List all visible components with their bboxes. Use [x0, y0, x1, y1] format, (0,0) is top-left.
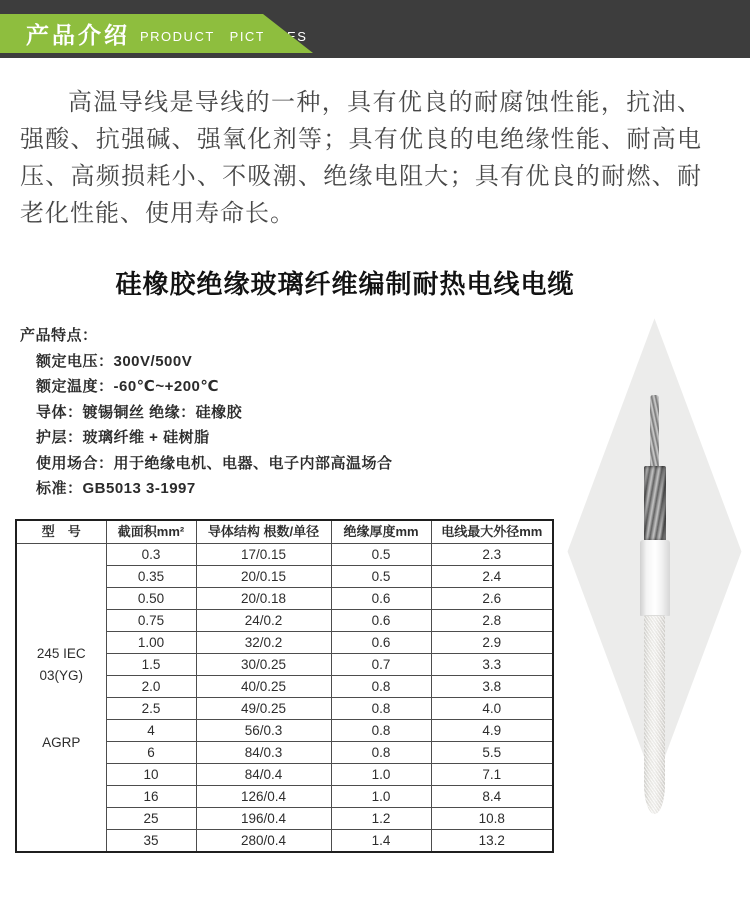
feature-item-rated-temperature: 额定温度：-60℃~+200℃ [36, 378, 220, 395]
header-title-cn: 产品介绍 [26, 22, 130, 48]
cell-area: 16 [106, 786, 196, 808]
cell-od: 2.6 [431, 588, 553, 610]
cell-thickness: 0.8 [331, 720, 431, 742]
cell-thickness: 1.0 [331, 786, 431, 808]
cell-thickness: 0.8 [331, 698, 431, 720]
feature-item-sheath: 护层：玻璃纤维 + 硅树脂 [36, 429, 210, 446]
cell-area: 25 [106, 808, 196, 830]
cell-structure: 280/0.4 [196, 830, 331, 853]
cell-structure: 30/0.25 [196, 654, 331, 676]
cell-area: 4 [106, 720, 196, 742]
cell-thickness: 0.8 [331, 742, 431, 764]
cell-od: 13.2 [431, 830, 553, 853]
model-line: 03(YG) [39, 667, 83, 683]
product-title: 硅橡胶绝缘玻璃纤维编制耐热电线电缆 [115, 269, 575, 299]
cell-od: 4.9 [431, 720, 553, 742]
cell-area: 10 [106, 764, 196, 786]
spec-table-header-row [16, 520, 553, 544]
cell-structure: 126/0.4 [196, 786, 331, 808]
spec-table [15, 519, 554, 853]
cell-od: 2.9 [431, 632, 553, 654]
cell-area: 1.00 [106, 632, 196, 654]
cell-thickness: 0.8 [331, 676, 431, 698]
cell-structure: 20/0.15 [196, 566, 331, 588]
cell-thickness: 0.6 [331, 610, 431, 632]
table-row [16, 544, 553, 566]
cell-structure: 40/0.25 [196, 676, 331, 698]
header-ribbon [0, 14, 308, 53]
cell-od: 4.0 [431, 698, 553, 720]
cell-structure: 20/0.18 [196, 588, 331, 610]
cell-od: 10.8 [431, 808, 553, 830]
cell-od: 8.4 [431, 786, 553, 808]
features-section [20, 328, 393, 507]
cell-thickness: 0.5 [331, 566, 431, 588]
cell-od: 7.1 [431, 764, 553, 786]
cell-structure: 84/0.4 [196, 764, 331, 786]
wire-thick-conductor-strands [644, 466, 666, 541]
cell-structure: 17/0.15 [196, 544, 331, 566]
cell-od: 5.5 [431, 742, 553, 764]
col-header-model: 型 号 [16, 520, 106, 544]
wire-fiberglass-braid [644, 615, 665, 814]
cell-thickness: 1.0 [331, 764, 431, 786]
cell-area: 35 [106, 830, 196, 853]
cell-od: 2.3 [431, 544, 553, 566]
header-title-en: PRODUCT PICTURES [140, 29, 308, 44]
cell-area: 1.5 [106, 654, 196, 676]
col-header-cross-section: 截面积mm² [106, 520, 196, 544]
cell-structure: 32/0.2 [196, 632, 331, 654]
cell-thickness: 1.2 [331, 808, 431, 830]
cell-area: 2.5 [106, 698, 196, 720]
cell-area: 0.35 [106, 566, 196, 588]
cell-structure: 196/0.4 [196, 808, 331, 830]
cell-area: 0.3 [106, 544, 196, 566]
features-heading: 产品特点： [20, 327, 98, 344]
model-line: AGRP [42, 734, 81, 750]
cell-thickness: 1.4 [331, 830, 431, 853]
intro-paragraph: 高温导线是导线的一种，具有优良的耐腐蚀性能，抗油、强酸、抗强碱、强氧化剂等；具有优良的电绝缘性能、耐高电压、高频损耗小、不吸潮、绝缘电阻大；具有优良的耐燃、耐老化性能、使用寿命长。 [20, 89, 702, 227]
cell-od: 3.3 [431, 654, 553, 676]
feature-item-application: 使用场合：用于绝缘电机、电器、电子内部高温场合 [36, 454, 393, 472]
cell-thickness: 0.6 [331, 632, 431, 654]
wire-product-photo [563, 315, 749, 815]
cell-area: 0.75 [106, 610, 196, 632]
cell-structure: 84/0.3 [196, 742, 331, 764]
col-header-max-od: 电线最大外径mm [431, 520, 553, 544]
col-header-conductor-structure: 导体结构 根数/单径 [196, 520, 331, 544]
model-cell [16, 544, 106, 853]
cell-od: 2.8 [431, 610, 553, 632]
section-header-bar [0, 0, 750, 58]
cell-od: 2.4 [431, 566, 553, 588]
feature-item-rated-voltage: 额定电压：300V/500V [36, 352, 193, 370]
feature-item-standard: 标准：GB5013 3-1997 [36, 480, 196, 497]
col-header-insulation-thickness: 绝缘厚度mm [331, 520, 431, 544]
wire-thin-conductor-strands [650, 395, 659, 467]
cell-od: 3.8 [431, 676, 553, 698]
header-ribbon-slant [263, 14, 313, 53]
cell-structure: 56/0.3 [196, 720, 331, 742]
cell-thickness: 0.6 [331, 588, 431, 610]
model-line: 245 IEC [36, 645, 86, 661]
cell-area: 6 [106, 742, 196, 764]
cell-structure: 49/0.25 [196, 698, 331, 720]
cell-structure: 24/0.2 [196, 610, 331, 632]
cell-area: 2.0 [106, 676, 196, 698]
cell-thickness: 0.5 [331, 544, 431, 566]
cell-area: 0.50 [106, 588, 196, 610]
cell-thickness: 0.7 [331, 654, 431, 676]
feature-item-conductor: 导体：镀锡铜丝 绝缘：硅橡胶 [36, 403, 243, 421]
wire-silicone-insulation [640, 540, 670, 616]
